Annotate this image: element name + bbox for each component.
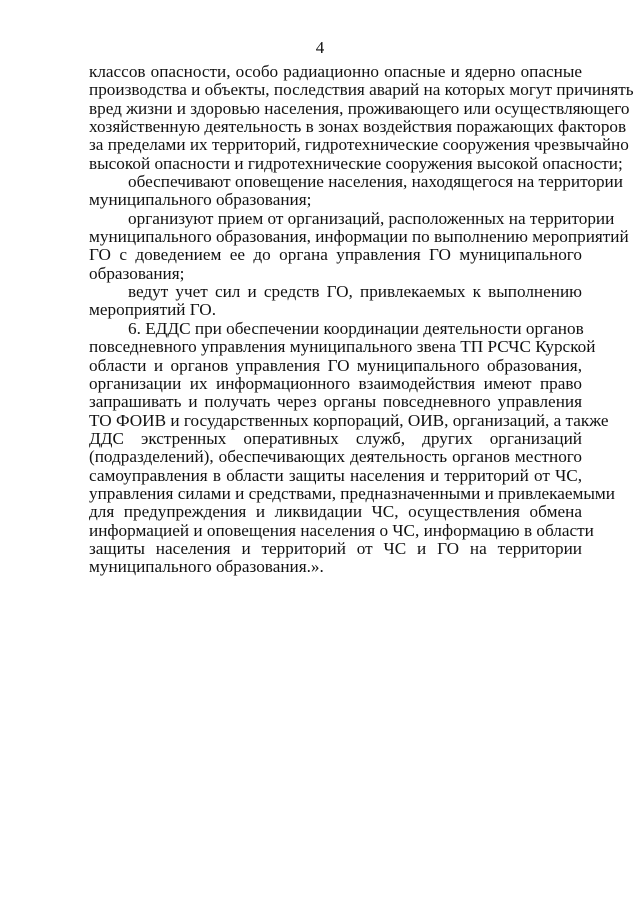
text-line: области и органов управления ГО муниципального образования,	[89, 355, 582, 375]
text-line: муниципального образования;	[89, 190, 312, 210]
text-line: ДДС экстренных оперативных служб, других организаций	[89, 428, 582, 448]
paragraph-information-reception	[89, 208, 629, 283]
text-line: организации их информационного взаимодействия имеют право	[89, 373, 582, 393]
paragraph-hazard-objects	[89, 62, 634, 173]
text-line: ТО ФОИВ и государственных корпораций, ОИВ, организаций, а также	[89, 410, 609, 430]
text-line: муниципального образования.».	[89, 557, 324, 577]
text-line: классов опасности, особо радиационно опасные и ядерно опасные	[89, 62, 582, 81]
text-line: запрашивать и получать через органы повседневного управления	[89, 392, 582, 412]
paragraph-population-warning	[89, 172, 623, 210]
text-line: ведут учет сил и средств ГО, привлекаемых к выполнению	[128, 282, 582, 302]
paragraph-forces-accounting	[89, 283, 582, 320]
text-line: повседневного управления муниципального звена ТП РСЧС Курской	[89, 337, 596, 357]
text-line: образования;	[89, 263, 185, 283]
text-line: мероприятий ГО.	[89, 300, 217, 320]
text-line: 6. ЕДДС при обеспечении координации деятельности органов	[128, 318, 584, 338]
text-line: высокой опасности и гидротехнические сооружения высокой опасности;	[89, 153, 623, 173]
text-line: организуют прием от организаций, расположенных на территории	[128, 208, 615, 228]
text-line: самоуправления в области защиты населения и территорий от ЧС,	[89, 465, 582, 485]
text-line: ГО с доведением ее до органа управления ГО муниципального	[89, 245, 582, 265]
text-line: хозяйственную деятельность в зонах воздействия поражающих факторов	[89, 117, 627, 137]
text-line: для предупреждения и ликвидации ЧС, осуществления обмена	[89, 502, 582, 522]
document-body	[89, 62, 634, 577]
text-line: информацией и оповещения населения о ЧС, информацию в области	[89, 520, 594, 540]
text-line: вред жизни и здоровью населения, проживающего или осуществляющего	[89, 98, 630, 118]
text-line: муниципального образования, информации по выполнению мероприятий	[89, 227, 629, 247]
text-line: защиты населения и территорий от ЧС и ГО на территории	[89, 538, 582, 558]
text-line: обеспечивают оповещение населения, находящегося на территории	[128, 172, 623, 192]
text-line: (подразделений), обеспечивающих деятельность органов местного	[89, 447, 582, 467]
text-line: производства и объекты, последствия аварий на которых могут причинять	[89, 80, 634, 100]
text-line: управления силами и средствами, предназначенными и привлекаемыми	[89, 483, 616, 503]
text-line: за пределами их территорий, гидротехнические сооружения чрезвычайно	[89, 135, 629, 155]
page-number: 4	[315, 38, 325, 57]
paragraph-item-6	[89, 318, 616, 577]
